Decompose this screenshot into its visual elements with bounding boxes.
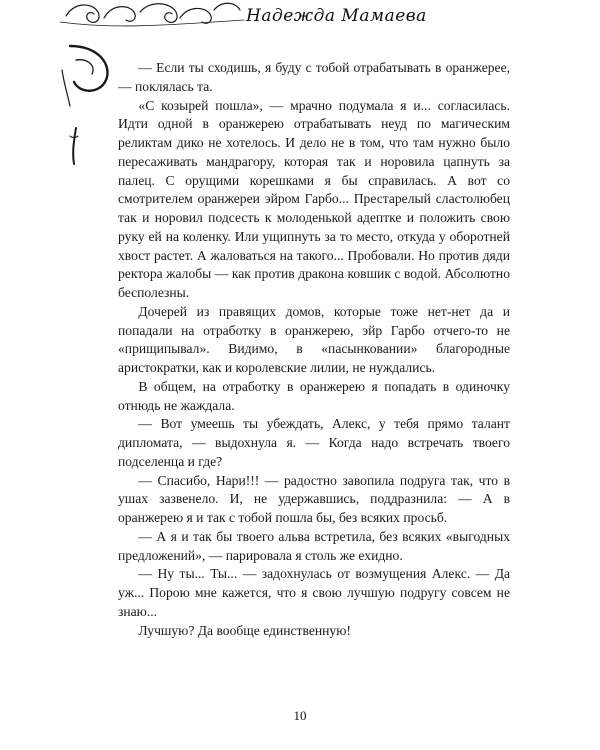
page-number: 10	[293, 708, 307, 723]
paragraph: — Ну ты... Ты... — задохнулась от возмущения Алекс. — Да уж... Порою мне кажется, что я свою лучшую подругу совсем не знаю...	[118, 566, 510, 619]
page-text	[118, 59, 510, 640]
paragraph: В общем, на отработку в оранжерею я попадать в одиночку отнюдь не жаждала.	[118, 378, 510, 413]
paragraph: Дочерей из правящих домов, которые тоже нет-нет да и попадали на отработку в оранжерею, эйр Гарбо отчего-то не «прищипывал». Видимо, в «пасынковании» благородные аристократки, как и королевские лилии, не нуждались.	[118, 303, 510, 375]
paragraph: — А я и так бы твоего альва встретила, без всяких «выгодных предложений», — парировала я столь же ехидно.	[118, 528, 510, 563]
paragraph: «С козырей пошла», — мрачно подумала я и... согласилась. Идти одной в оранжерею отрабатывать неуд по магическим реликтам дико не хотелось. И дело не в том, что там нужно было пересаживать мандрагору, которая так и норовила цапнуть за палец. С орущими корешками я бы справилась. А вот со смотрителем оранжереи эйром Гарбо... Престарелый сластолюбец так и норовил подсесть к молоденькой адептке и положить свою руку ей на коленку. Или ущипнуть за то место, откуда у оборотней хвост растет. А жаловаться на такого... Пробовали. Но против дяди ректора жалобы — как против дракона ковшик с водой. Абсолютно бесполезны.	[118, 97, 510, 300]
paragraph: Лучшую? Да вообще единственную!	[138, 622, 351, 638]
paragraph: — Если ты сходишь, я буду с тобой отрабатывать в оранжерее, — поклялась та.	[118, 60, 510, 94]
paragraph: — Вот умеешь ты убеждать, Алекс, у тебя прямо талант дипломата, — выдохнула я. — Когда надо встречать твоего подселенца и где?	[118, 416, 510, 469]
running-header-author: Надежда Мамаева	[246, 6, 427, 26]
paragraph: — Спасибо, Нари!!! — радостно завопила подруга так, что в ушах зазвенело. И, не удержавшись, поддразнила: — А в оранжерею я и так с тобой пошла бы, без всяких просьб.	[118, 472, 510, 525]
